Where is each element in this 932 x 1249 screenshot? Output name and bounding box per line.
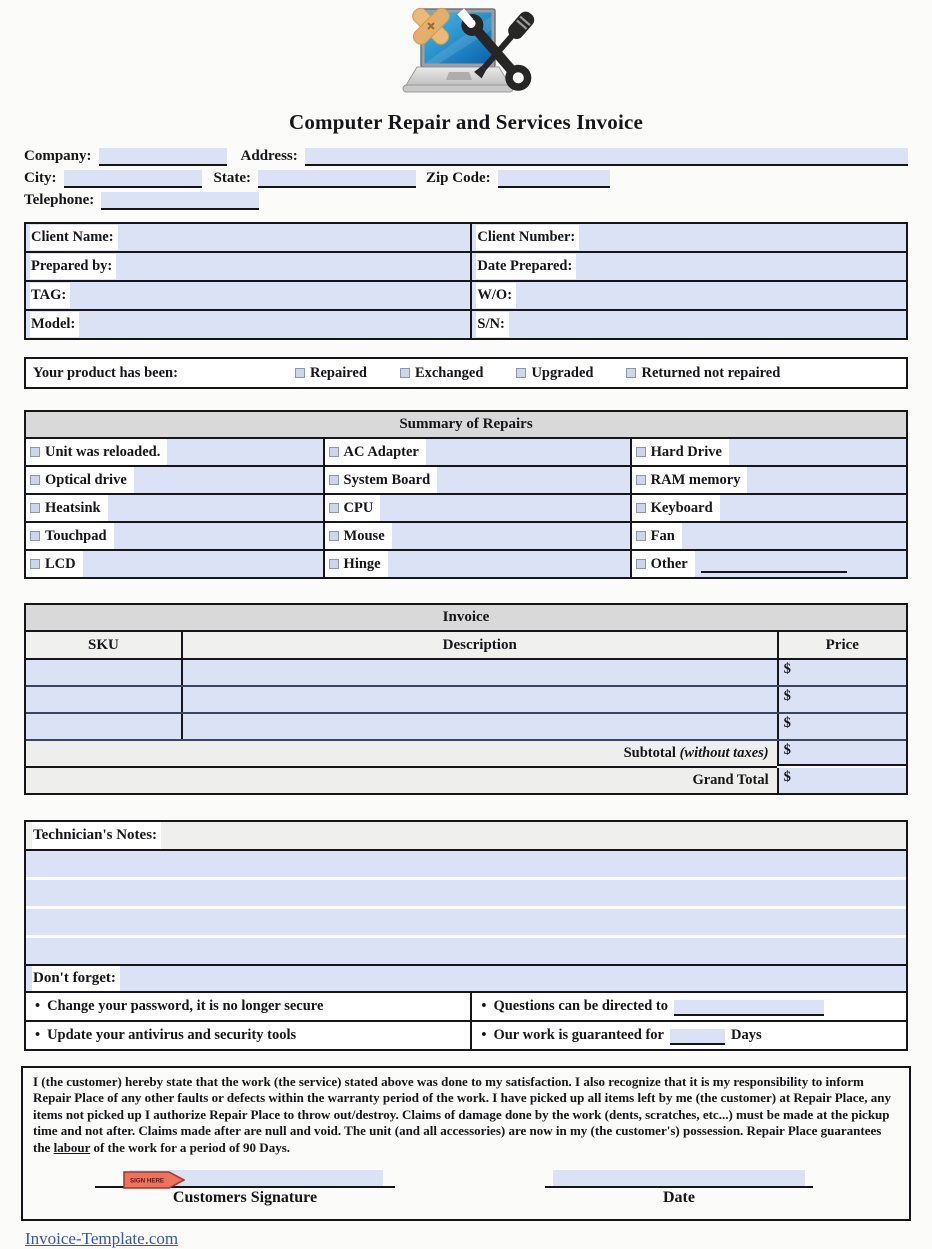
invoice-column-headers — [26, 632, 906, 660]
labour-underlined-word: labour — [53, 1139, 91, 1155]
state-input[interactable] — [258, 170, 416, 188]
wo-field[interactable] — [470, 282, 906, 309]
table-row — [26, 465, 906, 493]
reminder-change-password — [26, 993, 470, 1020]
table-row — [26, 549, 906, 577]
zip-code-input[interactable] — [498, 170, 610, 188]
product-status-row — [24, 357, 908, 389]
invoice-template-link[interactable]: Invoice-Template.com — [25, 1228, 179, 1248]
notes-input-line[interactable] — [26, 909, 906, 935]
summary-item-label: Optical drive — [45, 471, 127, 488]
prepared-by-label: Prepared by: — [30, 254, 116, 279]
invoice-section — [24, 603, 908, 795]
summary-item-lcd[interactable] — [26, 551, 323, 577]
date-signature-block — [545, 1170, 813, 1207]
bullet-icon: • — [481, 998, 487, 1014]
tag-field[interactable] — [26, 282, 470, 309]
summary-item-ram-memory[interactable] — [630, 467, 906, 493]
checkbox-icon[interactable] — [400, 368, 410, 378]
price-column-header: Price — [777, 632, 906, 658]
customer-signature-line[interactable] — [95, 1170, 395, 1188]
header-icon-area — [24, 6, 908, 108]
option-repaired-label: Repaired — [310, 364, 367, 381]
checkbox-icon[interactable] — [30, 475, 40, 485]
subtotal-input[interactable]: $ — [777, 741, 906, 766]
table-row — [26, 224, 906, 251]
summary-item-fan[interactable] — [630, 523, 906, 549]
checkbox-icon[interactable] — [295, 368, 305, 378]
table-row — [26, 309, 906, 338]
checkbox-icon[interactable] — [30, 503, 40, 513]
telephone-line — [24, 191, 908, 210]
checkbox-icon[interactable] — [636, 447, 646, 457]
table-row — [26, 521, 906, 549]
company-input[interactable] — [99, 148, 227, 166]
date-prepared-field[interactable] — [470, 253, 906, 280]
dont-forget-header — [26, 964, 906, 991]
table-row — [26, 493, 906, 521]
bullet-icon: • — [35, 1027, 41, 1043]
date-label: Date — [663, 1188, 695, 1206]
city-input[interactable] — [64, 170, 202, 188]
summary-item-mouse[interactable] — [323, 523, 630, 549]
summary-item-cpu[interactable] — [323, 495, 630, 521]
summary-item-optical-drive[interactable] — [26, 467, 323, 493]
bullet-icon: • — [481, 1027, 487, 1043]
city-label: City: — [24, 170, 57, 186]
checkbox-icon[interactable] — [30, 531, 40, 541]
model-label: Model: — [30, 312, 79, 337]
summary-item-label: CPU — [343, 499, 374, 516]
product-status-label: Your product has been: — [33, 364, 178, 381]
date-prepared-label: Date Prepared: — [476, 254, 576, 279]
grand-total-input[interactable]: $ — [777, 768, 906, 793]
client-name-label: Client Name: — [30, 225, 118, 250]
telephone-label: Telephone: — [24, 192, 95, 208]
checkbox-icon[interactable] — [30, 447, 40, 457]
table-row — [26, 251, 906, 280]
table-row — [26, 714, 906, 741]
table-row — [26, 991, 906, 1020]
summary-item-system-board[interactable] — [323, 467, 630, 493]
summary-item-label: Hard Drive — [650, 443, 722, 460]
summary-of-repairs-section — [24, 410, 908, 579]
signature-area — [33, 1170, 899, 1209]
sign-here-text: SIGN HERE — [130, 1177, 165, 1185]
sn-field[interactable] — [470, 311, 906, 338]
description-input[interactable] — [181, 660, 777, 685]
customer-signature-label: Customers Signature — [172, 1188, 318, 1206]
technician-notes-header — [26, 822, 906, 851]
model-field[interactable] — [26, 311, 470, 338]
reminder-guarantee — [470, 1022, 906, 1049]
reminder-text: Change your password, it is no longer secure — [47, 998, 324, 1014]
summary-item-other[interactable] — [630, 551, 906, 577]
price-input[interactable]: $ — [777, 687, 906, 712]
checkbox-icon[interactable] — [636, 475, 646, 485]
days-suffix: Days — [730, 1027, 762, 1043]
summary-item-label: RAM memory — [650, 471, 741, 488]
summary-item-heatsink[interactable] — [26, 495, 323, 521]
option-repaired — [295, 365, 367, 382]
reminder-text: Update your antivirus and security tools — [47, 1027, 297, 1043]
client-number-label: Client Number: — [476, 225, 579, 250]
sign-here-sticker-icon — [123, 1171, 185, 1189]
laptop-repair-icon — [379, 6, 554, 106]
reminder-update-antivirus — [26, 1022, 470, 1049]
description-column-header: Description — [181, 632, 777, 658]
checkbox-icon[interactable] — [30, 559, 40, 569]
grand-total-label: Grand Total — [26, 768, 777, 793]
notes-input-line[interactable] — [26, 880, 906, 906]
client-number-field[interactable] — [470, 224, 906, 251]
summary-item-label: Mouse — [343, 527, 385, 544]
summary-item-label: Touchpad — [45, 527, 107, 544]
description-input[interactable] — [181, 687, 777, 712]
legal-agreement-section — [21, 1066, 911, 1221]
company-address-line — [24, 147, 908, 166]
checkbox-icon[interactable] — [329, 531, 339, 541]
date-input[interactable] — [553, 1170, 805, 1186]
wo-label: W/O: — [476, 283, 516, 308]
sku-input[interactable] — [26, 660, 181, 685]
bullet-icon: • — [35, 998, 41, 1014]
checkbox-icon[interactable] — [626, 368, 636, 378]
guarantee-days-input[interactable] — [670, 1029, 725, 1045]
telephone-input[interactable] — [101, 192, 259, 210]
date-line[interactable] — [545, 1170, 813, 1188]
company-label: Company: — [24, 148, 92, 164]
zip-code-label: Zip Code: — [426, 170, 491, 186]
option-upgraded — [516, 365, 593, 382]
checkbox-icon[interactable] — [329, 503, 339, 513]
table-row — [26, 687, 906, 714]
checkbox-icon[interactable] — [329, 559, 339, 569]
grand-total-row — [26, 768, 906, 793]
subtotal-label: Subtotal (without taxes) — [26, 741, 777, 768]
technician-notes-section — [24, 820, 908, 1051]
summary-item-label: AC Adapter — [343, 443, 419, 460]
option-exchanged — [400, 365, 484, 382]
invoice-title: Invoice — [26, 605, 906, 632]
sku-input[interactable] — [26, 687, 181, 712]
tag-label: TAG: — [30, 283, 70, 308]
prepared-by-field[interactable] — [26, 253, 470, 280]
summary-item-touchpad[interactable] — [26, 523, 323, 549]
client-name-field[interactable] — [26, 224, 470, 251]
checkbox-icon[interactable] — [329, 475, 339, 485]
description-input[interactable] — [181, 714, 777, 739]
table-row — [26, 1020, 906, 1049]
reminder-text: Our work is guaranteed for — [493, 1027, 664, 1043]
other-input[interactable] — [701, 558, 847, 573]
summary-item-label: Other — [650, 555, 688, 572]
summary-item-label: Unit was reloaded. — [45, 443, 161, 460]
reminder-text: Questions can be directed to — [493, 998, 668, 1014]
summary-item-hinge[interactable] — [323, 551, 630, 577]
notes-input-line[interactable] — [26, 938, 906, 964]
summary-item-label: LCD — [45, 555, 76, 572]
address-input[interactable] — [305, 148, 908, 166]
city-state-zip-line — [24, 169, 908, 188]
questions-contact-input[interactable] — [674, 1000, 824, 1016]
notes-input-line[interactable] — [26, 851, 906, 877]
dont-forget-label: Don't forget: — [32, 966, 120, 991]
table-row — [26, 439, 906, 465]
summary-item-ac-adapter[interactable] — [323, 439, 630, 465]
address-label: Address: — [240, 148, 298, 164]
price-input[interactable]: $ — [777, 660, 906, 685]
sku-input[interactable] — [26, 714, 181, 739]
subtotal-row — [26, 741, 906, 768]
summary-item-label: Heatsink — [45, 499, 101, 516]
summary-item-hard-drive[interactable] — [630, 439, 906, 465]
page-title: Computer Repair and Services Invoice — [288, 110, 644, 134]
summary-item-unit-reloaded[interactable] — [26, 439, 323, 465]
checkbox-icon[interactable] — [329, 447, 339, 457]
table-row — [26, 280, 906, 309]
option-exchanged-label: Exchanged — [414, 364, 484, 381]
technician-notes-label: Technician's Notes: — [32, 822, 161, 849]
subtotal-note: (without taxes) — [679, 745, 769, 761]
table-row — [26, 660, 906, 687]
sn-label: S/N: — [476, 312, 508, 337]
reminder-questions — [470, 993, 906, 1020]
option-returned-label: Returned not repaired — [641, 364, 781, 381]
state-label: State: — [213, 170, 251, 186]
checkbox-icon[interactable] — [636, 531, 646, 541]
summary-item-label: Fan — [650, 527, 675, 544]
option-upgraded-label: Upgraded — [531, 364, 594, 381]
checkbox-icon[interactable] — [636, 559, 646, 569]
client-info-table — [24, 222, 908, 340]
sku-column-header: SKU — [88, 637, 119, 653]
summary-item-keyboard[interactable] — [630, 495, 906, 521]
summary-item-label: Keyboard — [650, 499, 713, 516]
summary-item-label: Hinge — [343, 555, 381, 572]
checkbox-icon[interactable] — [636, 503, 646, 513]
legal-text: I (the customer) hereby state that the work (the service) stated above was done to my satisfaction. I also recognize that it is my responsibility to inform Repair Place of any other faults or defects within the warranty period of the work. I have picked up all items left by me (the customer) at Repair Place, any items not picked up I authorize Repair Place to throw out/destroy. Claims of damage done by the work (dents, scratches, etc...) must be made at the pickup time and not after. Claims made after are null and void. The unit (and all accessories) are now in my (the customer's) possession. Repair Place guarantees the labour of the work for a period of 90 Days. — [33, 1074, 892, 1155]
summary-title: Summary of Repairs — [26, 412, 906, 439]
price-input[interactable]: $ — [777, 714, 906, 739]
checkbox-icon[interactable] — [516, 368, 526, 378]
option-returned-not-repaired — [626, 365, 780, 382]
summary-item-label: System Board — [343, 471, 431, 488]
customer-signature-block — [95, 1170, 395, 1207]
